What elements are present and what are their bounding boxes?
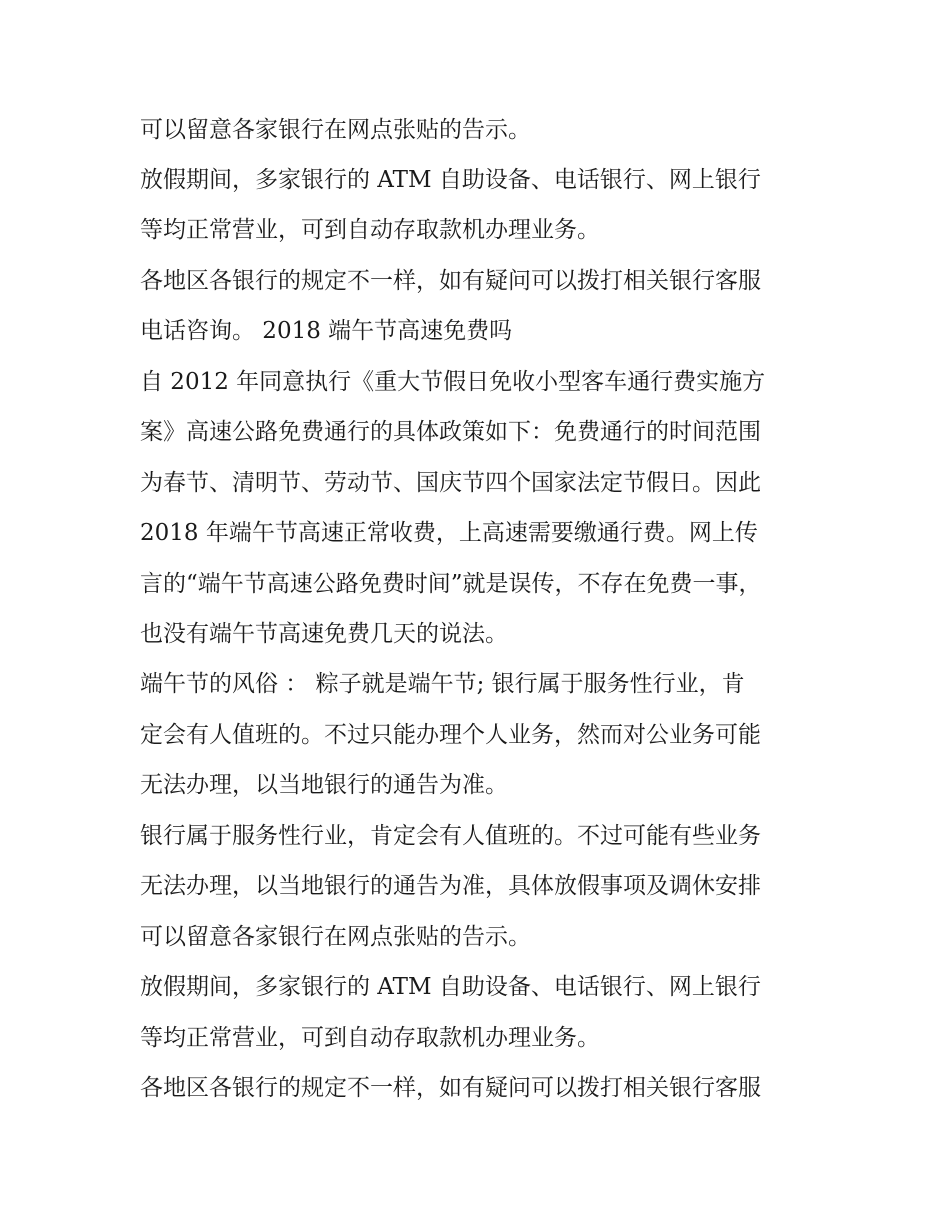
- text-line: 自 2012 年同意执行《重大节假日免收小型客车通行费实施方: [140, 369, 766, 395]
- text-line: 也没有端午节高速免费几天的说法。: [140, 621, 508, 647]
- text-line: 各地区各银行的规定不一样，如有疑问可以拨打相关银行客服: [140, 1075, 761, 1101]
- text-line: 可以留意各家银行在网点张贴的告示。: [140, 924, 531, 950]
- text-line: 可以留意各家银行在网点张贴的告示。: [140, 117, 531, 143]
- text-line: 各地区各银行的规定不一样，如有疑问可以拨打相关银行客服: [140, 268, 761, 294]
- text-line: 等均正常营业，可到自动存取款机办理业务。: [140, 217, 600, 243]
- text-line: 放假期间，多家银行的 ATM 自助设备、电话银行、网上银行: [140, 167, 761, 193]
- text-line: 放假期间，多家银行的 ATM 自助设备、电话银行、网上银行: [140, 974, 761, 1000]
- text-line: 银行属于服务性行业，肯定会有人值班的。不过可能有些业务: [140, 823, 761, 849]
- text-line: 电话咨询。 2018 端午节高速免费吗: [140, 318, 513, 344]
- text-line: 为春节、清明节、劳动节、国庆节四个国家法定节假日。因此: [140, 470, 761, 496]
- text-line: 定会有人值班的。不过只能办理个人业务，然而对公业务可能: [140, 722, 761, 748]
- text-line: 端午节的风俗 ： 粽子就是端午节; 银行属于服务性行业，肯: [140, 671, 745, 697]
- text-line: 无法办理，以当地银行的通告为准。: [140, 772, 508, 798]
- text-line: 无法办理，以当地银行的通告为准，具体放假事项及调休安排: [140, 873, 761, 899]
- text-line: 言的“端午节高速公路免费时间”就是误传，不存在免费一事，: [140, 571, 762, 597]
- text-line: 2018 年端午节高速正常收费，上高速需要缴通行费。网上传: [140, 520, 758, 546]
- text-line: 案》高速公路免费通行的具体政策如下：免费通行的时间范围: [140, 419, 761, 445]
- text-line: 等均正常营业，可到自动存取款机办理业务。: [140, 1025, 600, 1051]
